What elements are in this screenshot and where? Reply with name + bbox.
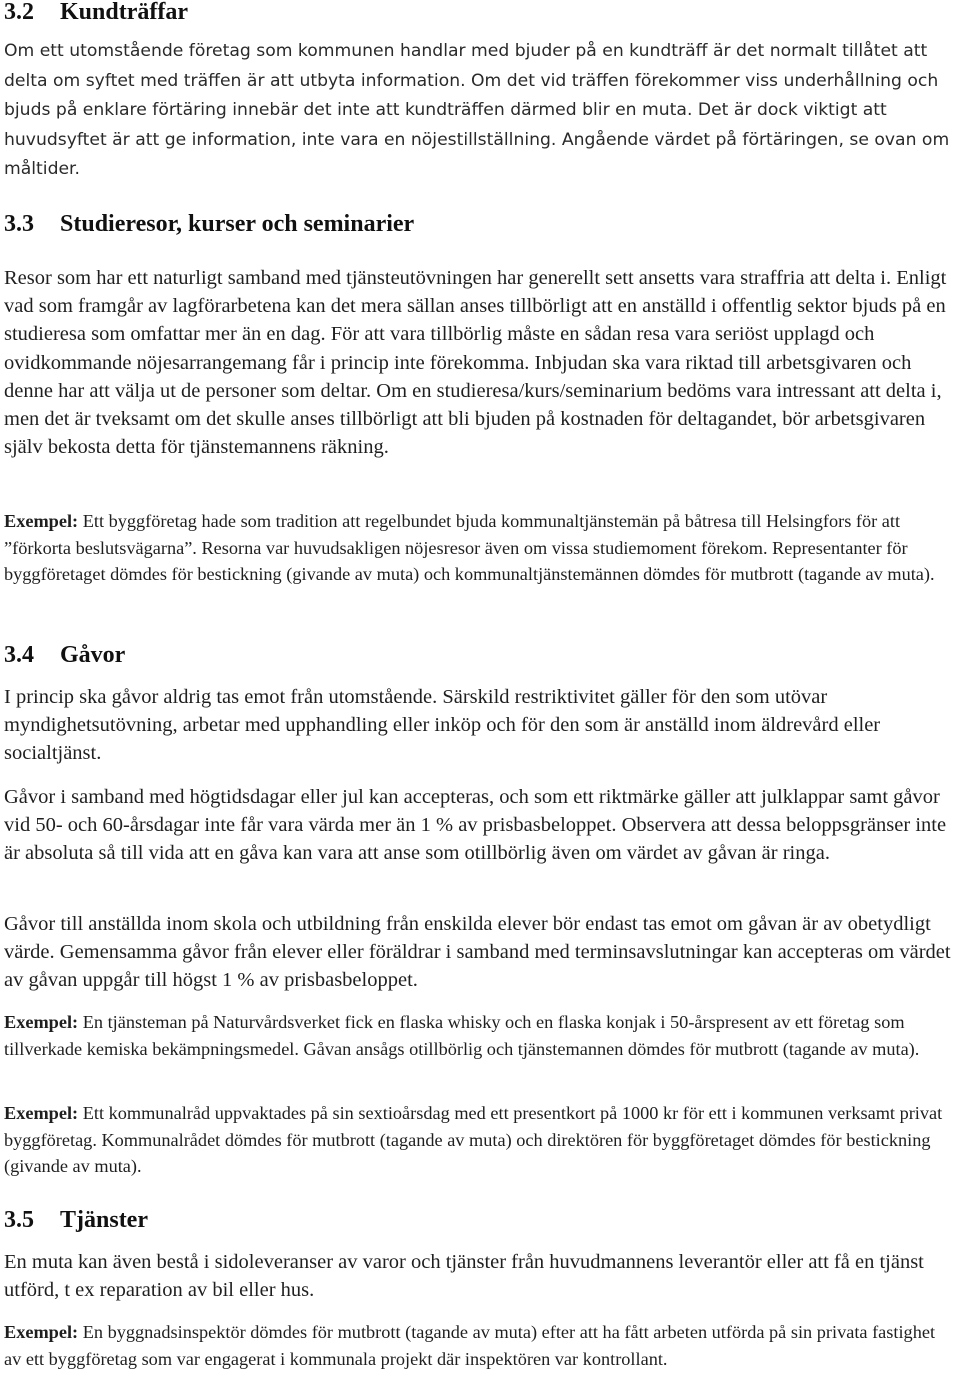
example-label: Exempel: (4, 511, 79, 531)
section-number: 3.5 (4, 1207, 34, 1233)
section-heading-3-4 (4, 640, 125, 670)
example-text: Ett kommunalråd uppvaktades på sin sextioårsdag med ett presentkort på 1000 kr för ett i kommunen verksamt privat byggföretag. Kommunalrådet dömdes för mutbrott (tagande av muta) och direktören för byggföretaget dömdes för bestickning (givande av muta). (4, 1103, 943, 1176)
example-text: Ett byggföretag hade som tradition att regelbundet bjuda kommunaltjänstemän på båtresa till Helsingfors för att ”förkorta beslutsvägarna”. Resorna var huvudsakligen nöjesresor även om vissa studiemoment förekom. Representanter för byggföretaget dömdes för bestickning (givande av muta) och kommunaltjänstemännen dömdes för mutbrott (tagande av muta). (4, 511, 935, 584)
section-number: 3.3 (4, 211, 34, 237)
section-number: 3.2 (4, 0, 34, 25)
paragraph-gavor-2: Gåvor i samband med högtidsdagar eller jul kan accepteras, och som ett riktmärke gäller att julklappar samt gåvor vid 50- och 60-årsdagar inte får vara värda mer än 1 % av prisbasbeloppet. Observera att dessa beloppsgränser inte är absoluta så till vida att en gåva kan vara att anse som otillbörlig även om värdet av gåvan är ringa. (4, 786, 947, 865)
section-heading-3-5 (4, 1205, 148, 1235)
paragraph-gavor-1: I princip ska gåvor aldrig tas emot från utomstående. Särskild restriktivitet gäller för den som utövar myndighetsutövning, arbetar med upphandling eller inköp och för den som är anställd inom äldrevård eller socialtjänst. (4, 686, 881, 765)
example-text: En tjänsteman på Naturvårdsverket fick en flaska whisky och en flaska konjak i 50-årspresent av ett företag som tillverkade kemiska bekämpningsmedel. Gåvan ansågs otillbörlig och tjänstemannen dömdes för mutbrott (tagande av muta). (4, 1012, 920, 1059)
example-label: Exempel: (4, 1012, 79, 1032)
paragraph-tjanster: En muta kan även bestå i sidoleveranser av varor och tjänster från huvudmannens leverantör eller att få en tjänst utförd, t ex reparation av bil eller hus. (4, 1251, 924, 1302)
section-title: Kundträffar (60, 0, 188, 25)
example-text: En byggnadsinspektör dömdes för mutbrott (tagande av muta) efter att ha fått arbeten utförda på sin privata fastighet av ett byggföretag som var engagerat i kommunala projekt där inspektören var kontrollant. (4, 1322, 936, 1369)
example-tjanster (4, 1319, 954, 1372)
example-studieresor (4, 508, 954, 588)
section-title: Tjänster (60, 1207, 148, 1233)
paragraph-studieresor: Resor som har ett naturligt samband med tjänsteutövningen har generellt sett ansetts vara straffria att delta i. Enligt vad som framgår av lagförarbetena kan det mera sällan anses tillbörligt att en anställd i offentlig sektor bjuds på en studieresa som omfattar mer än en dag. För att vara tillbörlig måste en sådan resa vara seriöst upplagd och ovidkommande nöjesarrangemang får i princip inte förekomma. Inbjudan ska vara riktad till arbetsgivaren och denne har att välja ut de personer som deltar. Om en studieresa/kurs/seminarium bedöms vara intressant att delta i, men det är tveksamt om det skulle anses tillbörligt att bli bjuden på kostnaden för deltagandet, bör arbetsgivaren själv bekosta detta för tjänstemannens räkning. (4, 267, 947, 459)
section-heading-3-3 (4, 209, 414, 239)
example-label: Exempel: (4, 1103, 79, 1123)
section-number: 3.4 (4, 642, 34, 668)
paragraph-kundtraffar: Om ett utomstående företag som kommunen handlar med bjuder på en kundträff är det normalt tillåtet att delta om syftet med träffen är att utbyta information. Om det vid träffen förekommer viss underhållning och bjuds på enklare förtäring innebär det inte att kundträffen därmed blir en muta. Det är dock viktigt att huvudsyftet är att ge information, inte vara en nöjestillställning. Angående värdet på förtäringen, se ovan om måltider. (4, 41, 950, 179)
paragraph-gavor-3: Gåvor till anställda inom skola och utbildning från enskilda elever bör endast tas emot om gåvan är av obetydligt värde. Gemensamma gåvor från elever eller föräldrar i samband med terminsavslutningar kan accepteras om värdet av gåvan uppgår till högst 1 % av prisbasbeloppet. (4, 913, 951, 992)
example-gavor-2 (4, 1100, 954, 1180)
section-title: Gåvor (60, 642, 126, 668)
example-gavor-1 (4, 1009, 954, 1062)
example-label: Exempel: (4, 1322, 79, 1342)
section-title: Studieresor, kurser och seminarier (60, 211, 415, 237)
section-heading-3-2 (4, 0, 188, 27)
